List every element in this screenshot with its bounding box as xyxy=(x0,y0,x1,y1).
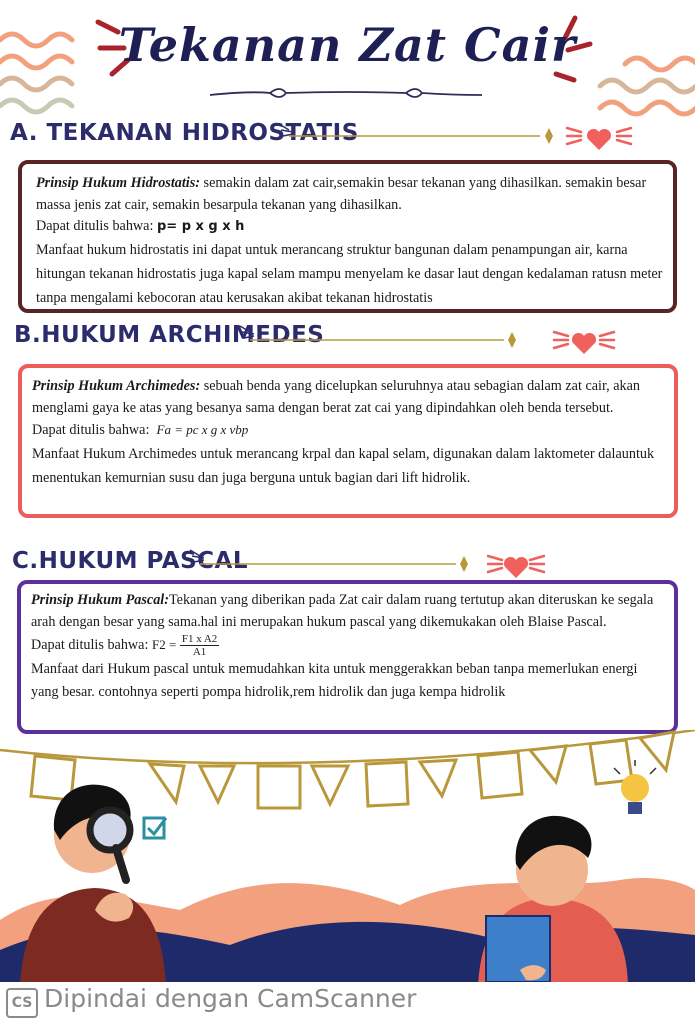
principle-text: Tekanan yang diberikan pada Zat cair dalam ruang tertutup akan diteruskan ke segala arah dengan besar yang sama.hal ini merupakan hukum pascal yang dikemukakan oleh Blaise Pascal. xyxy=(31,592,654,630)
formula-denominator: A1 xyxy=(192,646,207,658)
camscanner-footer xyxy=(0,982,695,1024)
formula-lhs: F2 = xyxy=(151,636,177,652)
benefit-text: Manfaat hukum hidrostatis ini dapat untuk merancang struktur bangunan dalam penampungan air, karna hitungan tekanan hidrostatis juga kapal selam mampu menyelam ke dasar laut dengan kedalaman ratusn meter tanpa mengalami kebocoran atau kerusakan akibat tekanan hidrostatis xyxy=(36,241,663,306)
checkmark-icon xyxy=(144,818,166,838)
formula-label: Dapat ditulis bahwa: xyxy=(32,422,150,438)
camscanner-text: Dipindai dengan CamScanner xyxy=(44,984,417,1013)
bunting-flags-icon xyxy=(31,732,674,808)
formula-label: Dapat ditulis bahwa: xyxy=(36,218,154,234)
section-c-heading: C.HUKUM PASCAL xyxy=(12,548,248,574)
section-a-divider xyxy=(275,116,695,160)
formula-label: Dapat ditulis bahwa: xyxy=(31,636,149,653)
section-b-box xyxy=(18,364,678,518)
principle-label: Prinsip Hukum Pascal: xyxy=(31,592,169,608)
formula: Fa = pc x g x vbp xyxy=(156,422,249,437)
section-a-box xyxy=(18,160,677,313)
formula-numerator: F1 x A2 xyxy=(181,633,218,645)
benefit-text: Manfaat Hukum Archimedes untuk merancang krpal dan kapal selam, digunakan dalam laktometer dalauntuk menentukan kemurnian susu dan juga berguna untuk bagian dari lift hidrolik. xyxy=(32,445,655,486)
bottom-illustration xyxy=(0,730,695,985)
principle-label: Prinsip Hukum Hidrostatis: xyxy=(36,175,200,191)
formula: p= p x g x h xyxy=(156,219,245,234)
heart-icon xyxy=(587,129,611,150)
heart-icon xyxy=(572,333,596,354)
heart-icon xyxy=(504,557,528,578)
section-a-heading: A. TEKANAN HIDROSTATIS xyxy=(10,120,359,146)
benefit-text: Manfaat dari Hukum pascal untuk memudahkan kita untuk menggerakkan beban tanpa memerlukan energi yang besar. contohnya seperti pompa hidrolik,rem hidrolik dan juga kempa hidrolik xyxy=(31,661,638,700)
principle-label: Prinsip Hukum Archimedes: xyxy=(32,378,201,394)
principle-text: semakin dalam zat cair,semakin besar tekanan yang dihasilkan. semakin besar massa jenis zat cair, semakin besarpula tekanan yang dihasilkan. xyxy=(36,175,647,213)
principle-text: sebuah benda yang dicelupkan seluruhnya atau sebagian dalam zat cair, akan menglami gaya ke atas yang besanya sama dengan berat zat cai yang dipindahkan oleh benda tersebut. xyxy=(32,378,641,416)
boy-with-magnifier-icon xyxy=(20,785,166,985)
camscanner-logo-icon: CS xyxy=(6,988,38,1018)
section-b-divider xyxy=(236,318,695,362)
section-b-heading: B.HUKUM ARCHIMEDES xyxy=(14,322,325,348)
formula-fraction xyxy=(180,633,219,658)
section-c-box xyxy=(17,580,678,734)
title-flourish-icon xyxy=(210,89,482,97)
page-title: Tekanan Zat Cair xyxy=(118,18,577,72)
